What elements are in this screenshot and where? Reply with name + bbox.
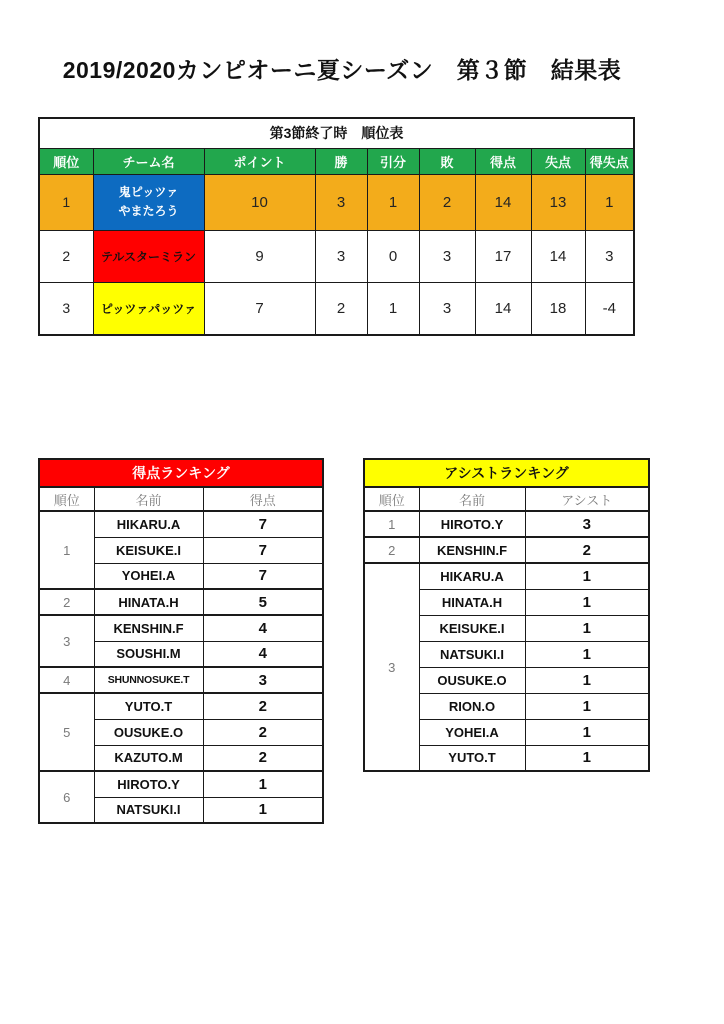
standings-row: [39, 174, 634, 230]
name-cell: KAZUTO.M: [94, 745, 203, 771]
value-cell: 1: [525, 667, 649, 693]
assist-ranking-header-row: [364, 487, 649, 511]
ranking-row: [39, 667, 323, 693]
ranking-row: [364, 563, 649, 589]
rank-cell: 1: [364, 511, 419, 537]
name-cell: YOHEI.A: [94, 563, 203, 589]
points-cell: 9: [204, 230, 315, 282]
losses-cell: 3: [419, 282, 475, 335]
value-cell: 4: [203, 641, 323, 667]
value-cell: 1: [525, 719, 649, 745]
header-goals-against: 失点: [531, 148, 585, 174]
scoring-ranking-title-row: [39, 459, 323, 487]
header-goal-diff: 得失点: [585, 148, 634, 174]
draws-cell: 1: [367, 174, 419, 230]
value-cell: 2: [203, 719, 323, 745]
rank-cell: 1: [39, 174, 93, 230]
value-cell: 7: [203, 537, 323, 563]
goals-for-cell: 17: [475, 230, 531, 282]
team-cell: ピッツァパッツァ: [93, 282, 204, 335]
name-cell: KENSHIN.F: [419, 537, 525, 563]
name-cell: SHUNNOSUKE.T: [94, 667, 203, 693]
goal-diff-cell: -4: [585, 282, 634, 335]
standings-row: [39, 282, 634, 335]
value-cell: 2: [525, 537, 649, 563]
header-points: ポイント: [204, 148, 315, 174]
name-cell: KENSHIN.F: [94, 615, 203, 641]
goal-diff-cell: 1: [585, 174, 634, 230]
name-cell: KEISUKE.I: [94, 537, 203, 563]
points-cell: 7: [204, 282, 315, 335]
scoring-ranking-header-row: [39, 487, 323, 511]
standings-caption-row: [39, 118, 634, 148]
ranking-row: [364, 511, 649, 537]
scoring-col-rank: 順位: [39, 487, 94, 511]
page-title: 2019/2020カンピオーニ夏シーズン 第３節 結果表: [62, 57, 622, 83]
header-team: チーム名: [93, 148, 204, 174]
value-cell: 1: [525, 641, 649, 667]
wins-cell: 3: [315, 230, 367, 282]
ranking-row: [39, 589, 323, 615]
header-draws: 引分: [367, 148, 419, 174]
value-cell: 2: [203, 745, 323, 771]
standings-table: [38, 117, 635, 336]
value-cell: 1: [203, 797, 323, 823]
rank-cell: 2: [364, 537, 419, 563]
value-cell: 1: [525, 615, 649, 641]
standings-header-row: [39, 148, 634, 174]
team-cell: テルスターミラン: [93, 230, 204, 282]
goals-against-cell: 14: [531, 230, 585, 282]
name-cell: NATSUKI.I: [419, 641, 525, 667]
name-cell: YOHEI.A: [419, 719, 525, 745]
assist-ranking-title-row: [364, 459, 649, 487]
team-cell: [93, 174, 204, 230]
value-cell: 2: [203, 693, 323, 719]
goals-for-cell: 14: [475, 174, 531, 230]
name-cell: HIKARU.A: [94, 511, 203, 537]
rank-cell: 2: [39, 589, 94, 615]
value-cell: 3: [525, 511, 649, 537]
scoring-col-value: 得点: [203, 487, 323, 511]
rank-cell: 1: [39, 511, 94, 589]
wins-cell: 2: [315, 282, 367, 335]
name-cell: HINATA.H: [94, 589, 203, 615]
points-cell: 10: [204, 174, 315, 230]
header-goals-for: 得点: [475, 148, 531, 174]
assist-ranking-title: アシストランキング: [364, 459, 649, 487]
rank-cell: 5: [39, 693, 94, 771]
value-cell: 7: [203, 563, 323, 589]
value-cell: 1: [525, 589, 649, 615]
name-cell: HIKARU.A: [419, 563, 525, 589]
scoring-ranking-title: 得点ランキング: [39, 459, 323, 487]
goals-against-cell: 13: [531, 174, 585, 230]
assist-col-name: 名前: [419, 487, 525, 511]
team-name-line1: 鬼ピッツァ: [118, 185, 179, 200]
goals-for-cell: 14: [475, 282, 531, 335]
name-cell: HIROTO.Y: [94, 771, 203, 797]
name-cell: YUTO.T: [94, 693, 203, 719]
name-cell: YUTO.T: [419, 745, 525, 771]
ranking-row: [39, 693, 323, 719]
value-cell: 3: [203, 667, 323, 693]
value-cell: 1: [203, 771, 323, 797]
standings-row: [39, 230, 634, 282]
value-cell: 1: [525, 745, 649, 771]
assist-ranking-table: [363, 458, 650, 772]
goals-against-cell: 18: [531, 282, 585, 335]
rank-cell: 3: [364, 563, 419, 771]
ranking-row: [364, 537, 649, 563]
value-cell: 1: [525, 563, 649, 589]
rank-cell: 3: [39, 282, 93, 335]
name-cell: RION.O: [419, 693, 525, 719]
name-cell: SOUSHI.M: [94, 641, 203, 667]
value-cell: 1: [525, 693, 649, 719]
name-cell: HINATA.H: [419, 589, 525, 615]
rank-cell: 2: [39, 230, 93, 282]
rank-cell: 3: [39, 615, 94, 667]
value-cell: 5: [203, 589, 323, 615]
header-losses: 敗: [419, 148, 475, 174]
header-rank: 順位: [39, 148, 93, 174]
team-name-line2: やまたろう: [118, 204, 179, 218]
losses-cell: 2: [419, 174, 475, 230]
rank-cell: 4: [39, 667, 94, 693]
name-cell: OUSUKE.O: [419, 667, 525, 693]
assist-col-rank: 順位: [364, 487, 419, 511]
ranking-row: [39, 771, 323, 797]
assist-col-value: アシスト: [525, 487, 649, 511]
draws-cell: 1: [367, 282, 419, 335]
rank-cell: 6: [39, 771, 94, 823]
name-cell: KEISUKE.I: [419, 615, 525, 641]
header-wins: 勝: [315, 148, 367, 174]
wins-cell: 3: [315, 174, 367, 230]
ranking-row: [39, 511, 323, 537]
name-cell: NATSUKI.I: [94, 797, 203, 823]
goal-diff-cell: 3: [585, 230, 634, 282]
draws-cell: 0: [367, 230, 419, 282]
value-cell: 4: [203, 615, 323, 641]
scoring-col-name: 名前: [94, 487, 203, 511]
value-cell: 7: [203, 511, 323, 537]
scoring-ranking-table: [38, 458, 324, 824]
losses-cell: 3: [419, 230, 475, 282]
standings-caption: 第3節終了時 順位表: [39, 118, 634, 148]
ranking-row: [39, 615, 323, 641]
name-cell: HIROTO.Y: [419, 511, 525, 537]
name-cell: OUSUKE.O: [94, 719, 203, 745]
